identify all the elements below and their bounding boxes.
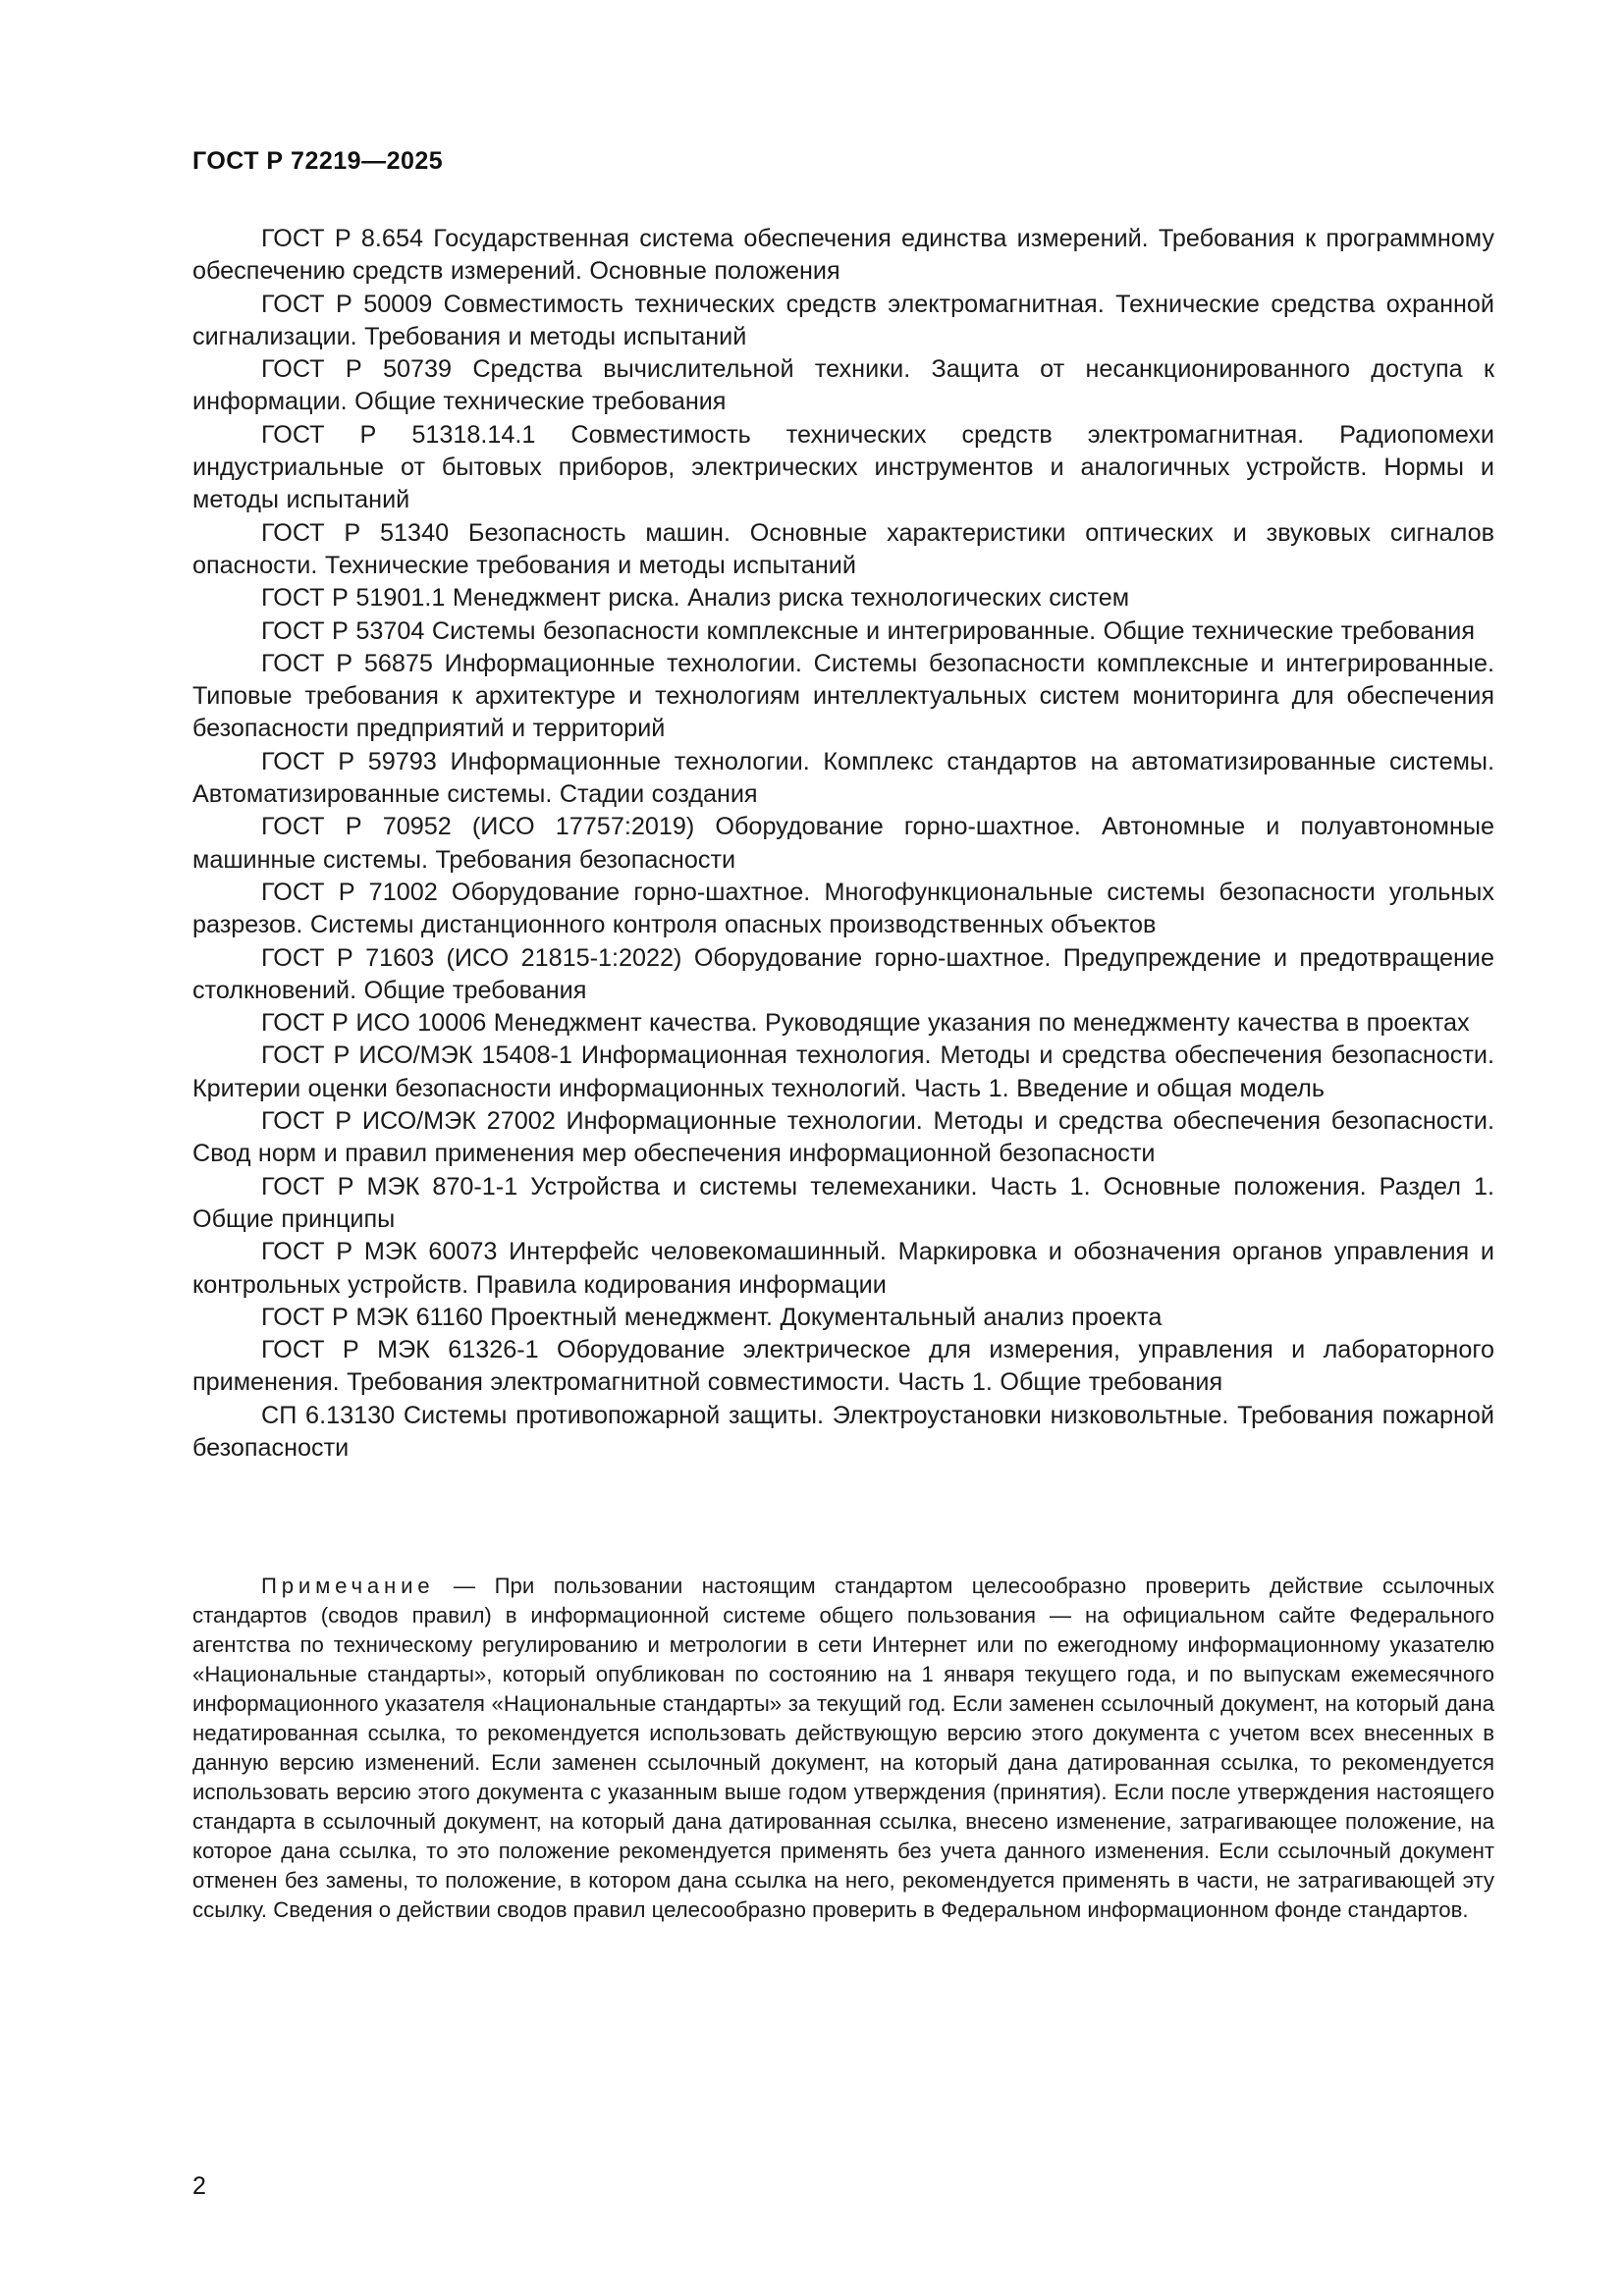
reference-item: ГОСТ Р МЭК 60073 Интерфейс человекомашинный. Маркировка и обозначения органов управления и контрольных устройств. Правила кодирования информации	[192, 1238, 1494, 1299]
reference-item: ГОСТ Р 56875 Информационные технологии. Системы безопасности комплексные и интегрированные. Типовые требования к архитектуре и технологиям интеллектуальных систем мониторинга для обеспечения безопасности предприятий и территорий	[192, 649, 1494, 743]
reference-item: СП 6.13130 Системы противопожарной защиты. Электроустановки низковольтные. Требования пожарной безопасности	[192, 1401, 1494, 1462]
reference-item: ГОСТ Р МЭК 61326-1 Оборудование электрическое для измерения, управления и лабораторного применения. Требования электромагнитной совместимости. Часть 1. Общие требования	[192, 1336, 1494, 1397]
reference-item: ГОСТ Р 71002 Оборудование горно-шахтное. Многофункциональные системы безопасности угольных разрезов. Системы дистанционного контроля опасных производственных объектов	[192, 878, 1494, 939]
note-text: — При пользовании настоящим стандартом целесообразно проверить действие ссылочных стандартов (сводов правил) в информационной системе общего пользования — на официальном сайте Федерального агентства по техническому регулированию и метрологии в сети Интернет или по ежегодному информационному указателю «Национальные стандарты», который опубликован по состоянию на 1 января текущего года, и по выпускам ежемесячного информационного указателя «Национальные стандарты» за текущий год. Если заменен ссылочный документ, на который дана недатированная ссылка, то рекомендуется использовать действующую версию этого документа с учетом всех внесенных в данную версию изменений. Если заменен ссылочный документ, на который дана датированная ссылка, то рекомендуется использовать версию этого документа с указанным выше годом утверждения (принятия). Если после утверждения настоящего стандарта в ссылочный документ, на который дана датированная ссылка, внесено изменение, затрагивающее положение, на которое дана ссылка, то это положение рекомендуется применять без учета данного изменения. Если ссылочный документ отменен без замены, то положение, в котором дана ссылка на него, рекомендуется применять в части, не затрагивающей эту ссылку. Сведения о действии сводов правил целесообразно проверить в Федеральном информационном фонде стандартов.	[192, 1574, 1494, 1922]
reference-item: ГОСТ Р 71603 (ИСО 21815-1:2022) Оборудование горно-шахтное. Предупреждение и предотвращение столкновений. Общие требования	[192, 943, 1494, 1004]
reference-note	[192, 1572, 1494, 1925]
page-number: 2	[192, 2172, 206, 2200]
reference-item: ГОСТ Р 51340 Безопасность машин. Основные характеристики оптических и звуковых сигналов опасности. Технические требования и методы испытаний	[192, 518, 1494, 579]
reference-item: ГОСТ Р 51901.1 Менеджмент риска. Анализ риска технологических систем	[261, 584, 1130, 613]
reference-item: ГОСТ Р ИСО 10006 Менеджмент качества. Руководящие указания по менеджменту качества в проектах	[261, 1009, 1470, 1038]
reference-item: ГОСТ Р ИСО/МЭК 15408-1 Информационная технология. Методы и средства обеспечения безопасности. Критерии оценки безопасности информационных технологий. Часть 1. Введение и общая модель	[192, 1041, 1494, 1102]
reference-item: ГОСТ Р 50739 Средства вычислительной техники. Защита от несанкционированного доступа к информации. Общие технические требования	[192, 355, 1494, 416]
note-label: Примечание	[261, 1574, 435, 1598]
document-code-header: ГОСТ Р 72219—2025	[192, 147, 444, 175]
normative-references-list	[192, 223, 1494, 1465]
reference-item: ГОСТ Р 50009 Совместимость технических средств электромагнитная. Технические средства охранной сигнализации. Требования и методы испытаний	[192, 290, 1494, 350]
reference-item: ГОСТ Р 51318.14.1 Совместимость технических средств электромагнитная. Радиопомехи индустриальные от бытовых приборов, электрических инструментов и аналогичных устройств. Нормы и методы испытаний	[192, 420, 1494, 514]
reference-item: ГОСТ Р ИСО/МЭК 27002 Информационные технологии. Методы и средства обеспечения безопасности. Свод норм и правил применения мер обеспечения информационной безопасности	[192, 1107, 1494, 1168]
reference-item: ГОСТ Р МЭК 61160 Проектный менеджмент. Документальный анализ проекта	[261, 1303, 1163, 1331]
reference-item: ГОСТ Р 8.654 Государственная система обеспечения единства измерений. Требования к программному обеспечению средств измерений. Основные положения	[192, 225, 1494, 286]
reference-item: ГОСТ Р МЭК 870-1-1 Устройства и системы телемеханики. Часть 1. Основные положения. Раздел 1. Общие принципы	[192, 1172, 1494, 1233]
reference-item: ГОСТ Р 59793 Информационные технологии. Комплекс стандартов на автоматизированные системы. Автоматизированные системы. Стадии создания	[192, 747, 1494, 809]
reference-item: ГОСТ Р 70952 (ИСО 17757:2019) Оборудование горно-шахтное. Автономные и полуавтономные машинные системы. Требования безопасности	[192, 813, 1494, 874]
reference-item: ГОСТ Р 53704 Системы безопасности комплексные и интегрированные. Общие технические требования	[261, 616, 1475, 645]
